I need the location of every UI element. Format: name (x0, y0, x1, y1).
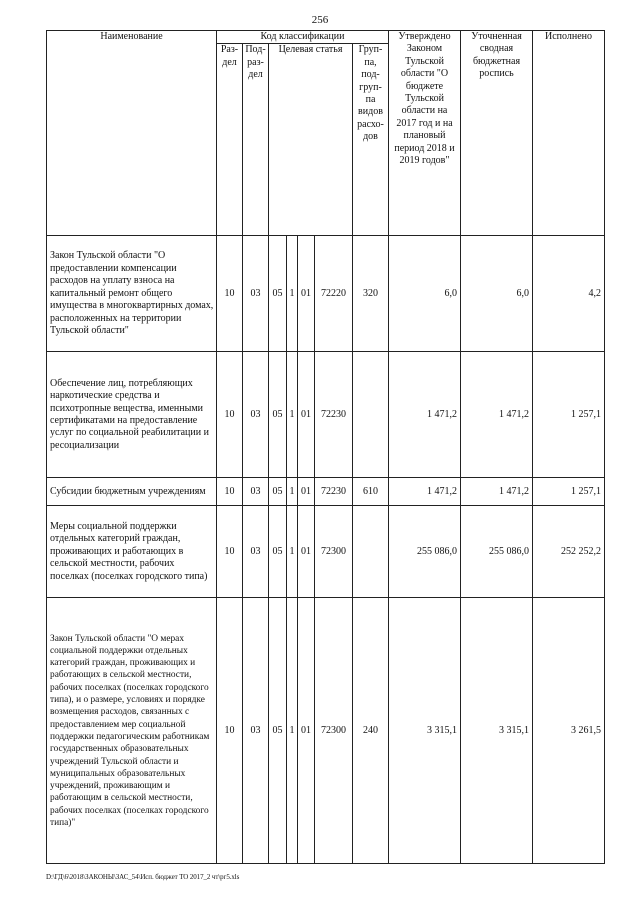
row-section: 10 (217, 506, 243, 598)
row-subsection: 03 (243, 352, 269, 478)
row-refined: 6,0 (461, 236, 533, 352)
row-approved: 1 471,2 (389, 478, 461, 506)
row-group (353, 506, 389, 598)
row-executed: 3 261,5 (533, 598, 605, 864)
header-target: Целевая статья (269, 44, 353, 236)
row-executed: 4,2 (533, 236, 605, 352)
row-approved: 1 471,2 (389, 352, 461, 478)
table-row (47, 598, 605, 864)
header-executed: Исполнено (533, 31, 605, 236)
row-target-program: 05 (269, 478, 287, 506)
row-group: 610 (353, 478, 389, 506)
row-name: Меры социальной поддержки отдельных категорий граждан, проживающих и работающих в сельской местности, рабочих поселках (поселках городского типа) (47, 506, 217, 598)
header-group: Груп-па, под-груп-па видов расхо-дов (353, 44, 389, 236)
row-name: Субсидии бюджетным учреждениям (47, 478, 217, 506)
header-subsection: Под-раз-дел (243, 44, 269, 236)
row-refined: 1 471,2 (461, 352, 533, 478)
row-target-event: 01 (298, 598, 315, 864)
file-path-footer: D:\ГД\6\2018\ЗАКОНЫ\ЗАС_54\Исп. бюджет ТО 2017_2 чт\рг5.xls (46, 873, 240, 881)
row-executed: 1 257,1 (533, 478, 605, 506)
row-approved: 6,0 (389, 236, 461, 352)
row-executed: 252 252,2 (533, 506, 605, 598)
row-approved: 3 315,1 (389, 598, 461, 864)
row-target-code: 72230 (315, 352, 353, 478)
table-row (47, 478, 605, 506)
row-target-program: 05 (269, 236, 287, 352)
header-name: Наименование (47, 31, 217, 236)
row-target-program: 05 (269, 506, 287, 598)
row-target-subprogram: 1 (287, 506, 298, 598)
row-target-event: 01 (298, 478, 315, 506)
table-row (47, 352, 605, 478)
row-target-event: 01 (298, 236, 315, 352)
header-code: Код классификации (217, 31, 389, 44)
row-target-program: 05 (269, 598, 287, 864)
row-subsection: 03 (243, 598, 269, 864)
row-refined: 3 315,1 (461, 598, 533, 864)
row-subsection: 03 (243, 506, 269, 598)
page-number: 256 (311, 14, 329, 26)
row-target-code: 72230 (315, 478, 353, 506)
row-refined: 1 471,2 (461, 478, 533, 506)
row-target-program: 05 (269, 352, 287, 478)
row-section: 10 (217, 236, 243, 352)
header-row-top (47, 31, 605, 44)
row-section: 10 (217, 478, 243, 506)
header-refined: Уточненная сводная бюджетная роспись (461, 31, 533, 236)
row-section: 10 (217, 598, 243, 864)
row-target-subprogram: 1 (287, 236, 298, 352)
row-target-code: 72300 (315, 598, 353, 864)
table-row (47, 506, 605, 598)
row-target-subprogram: 1 (287, 598, 298, 864)
header-approved: Утверждено Законом Тульской области "О бюджете Тульской области на 2017 год и на плановый период 2018 и 2019 годов" (389, 31, 461, 236)
row-subsection: 03 (243, 236, 269, 352)
row-name: Обеспечение лиц, потребляющих наркотические средства и психотропные вещества, именными сертификатами на предоставление услуг по социальной реабилитации и ресоциализации (47, 352, 217, 478)
row-subsection: 03 (243, 478, 269, 506)
row-name: Закон Тульской области "О мерах социальной поддержки отдельных категорий граждан, проживающих и работающих в сельской местности, рабочих поселках (поселках городского типа), и о размере, условиях и порядке возмещения расходов, связанных с предоставлением мер социальной поддержки педагогическим работникам государственных образовательных учреждений Тульской области и муниципальных образовательных учреждений, проживающим и работающим в сельской местности, рабочих поселках (поселках городского типа)" (47, 598, 217, 864)
row-refined: 255 086,0 (461, 506, 533, 598)
row-name: Закон Тульской области "О предоставлении компенсации расходов на уплату взноса на капитальный ремонт общего имущества в многоквартирных домах, расположенных на территории Тульской области" (47, 236, 217, 352)
row-group (353, 352, 389, 478)
row-approved: 255 086,0 (389, 506, 461, 598)
row-group: 240 (353, 598, 389, 864)
budget-table (46, 30, 605, 864)
row-target-code: 72220 (315, 236, 353, 352)
row-target-subprogram: 1 (287, 478, 298, 506)
row-target-code: 72300 (315, 506, 353, 598)
row-target-subprogram: 1 (287, 352, 298, 478)
row-executed: 1 257,1 (533, 352, 605, 478)
row-group: 320 (353, 236, 389, 352)
row-section: 10 (217, 352, 243, 478)
header-section: Раз-дел (217, 44, 243, 236)
table-row (47, 236, 605, 352)
row-target-event: 01 (298, 506, 315, 598)
row-target-event: 01 (298, 352, 315, 478)
